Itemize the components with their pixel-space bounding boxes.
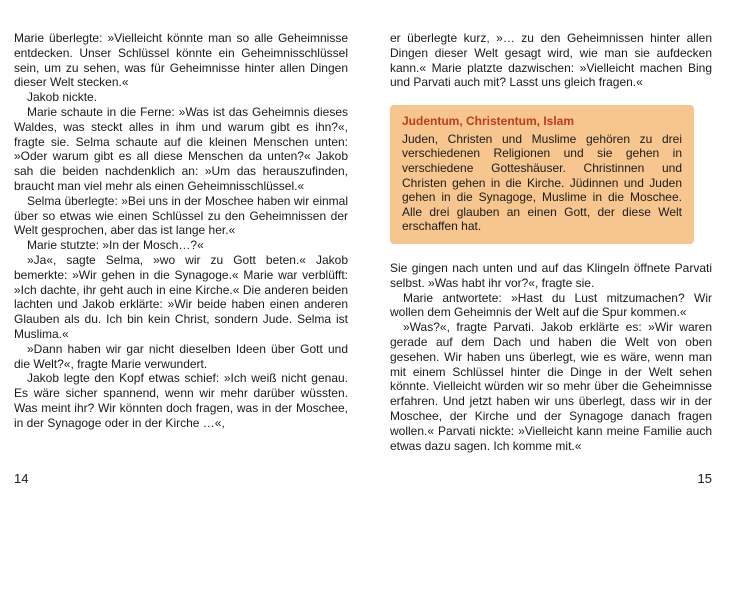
paragraph: Marie antwortete: »Hast du Lust mitzumachen? Wir wollen dem Geheimnis der Welt auf die Spur kommen.« — [390, 290, 712, 320]
paragraph: Marie stutzte: »In der Mosch…?« — [27, 238, 204, 253]
page-number-left: 14 — [14, 471, 29, 486]
paragraph: »Was?«, fragte Parvati. Jakob erklärte es: »Wir waren gerade auf dem Dach und haben die Welt von oben gesehen. Wir haben uns überlegt, wie es wäre, wenn man mit einem Schlüssel hinter die Dinge in der Welt sehen könnte. Vielleicht würden wir so mehr über die Geheimnisse erfahren. Und jetzt haben wir uns überlegt, dass wir in der Moschee, der Kirche und der Synagoge danach fragen wollen.« Parvati nickte: »Vielleicht kann meine Familie auch etwas dazu sagen. Ich komme mit.« — [390, 320, 712, 453]
paragraph: Sie gingen nach unten und auf das Klingeln öffnete Parvati selbst. »Was habt ihr vor?«, fragte sie. — [390, 260, 712, 290]
paragraph: Marie schaute in die Ferne: »Was ist das Geheimnis dieses Waldes, was steckt alles in ihm und warum gibt es ihn?«, fragte sie. Selma schaute auf die kleinen Menschen unten: »Oder warum gibt es all diese Menschen da unten?« Jakob sah die beiden nachdenklich an: »Um das herauszufinden, braucht man viel mehr als einen Geheimnisschlüssel.« — [14, 104, 348, 193]
paragraph: Jakob legte den Kopf etwas schief: »Ich weiß nicht genau. Es wäre sicher spannend, wenn wir mehr darüber wüssten. Was meint ihr? Wir könnten doch fragen, was in der Moschee, in der Synagoge oder in der Kirche …«, — [14, 371, 348, 430]
paragraph: Selma überlegte: »Bei uns in der Moschee haben wir einmal über so etwas wie einen Schlüssel zu den Geheimnissen der Welt gesprochen, aber das ist lange her.« — [14, 193, 348, 238]
info-box-religions — [390, 105, 694, 244]
paragraph: Marie überlegte: »Vielleicht könnte man so alle Geheimnisse entdecken. Unser Schlüssel könnte ein Geheimnisschlüssel sein, um zu sehen, was für Geheimnisse hinter allen Dingen dieser Welt stecken.« — [14, 31, 348, 90]
page-right-text-column — [390, 31, 712, 453]
page-left-text-column — [14, 31, 348, 431]
paragraph: »Dann haben wir gar nicht dieselben Ideen über Gott und die Welt?«, fragte Marie verwundert. — [14, 341, 348, 371]
info-box-body: Juden, Christen und Muslime gehören zu drei verschiedenen Religionen und sie gehen in verschiedene Gotteshäuser. Christinnen und Christen gehen in die Kirche. Jüdinnen und Juden gehen in die Synagoge, Muslime in die Moschee. Alle drei glauben an einen Gott, der diese Welt erschaffen hat. — [402, 131, 682, 234]
paragraph: »Ja«, sagte Selma, »wo wir zu Gott beten.« Jakob bemerkte: »Wir gehen in die Synagoge.« Marie war verblüfft: »Ich dachte, ihr geht auch in eine Kirche.« Die anderen beiden lachten und Jakob erklärte: »Wir beide haben einen anderen Glauben als du. Ich bin kein Christ, sondern Jude. Selma ist Muslima.« — [14, 252, 348, 341]
page-number-right: 15 — [697, 471, 712, 486]
info-box-title: Judentum, Christentum, Islam — [402, 114, 575, 129]
paragraph: er überlegte kurz, »… zu den Geheimnissen hinter allen Dingen dieser Welt gesagt wird, wie man sie aufdecken kann.« Marie platzte dazwischen: »Vielleicht machen Bing und Parvati auch mit? Lasst uns gleich fragen.« — [390, 31, 712, 90]
paragraph: Jakob nickte. — [27, 90, 98, 105]
